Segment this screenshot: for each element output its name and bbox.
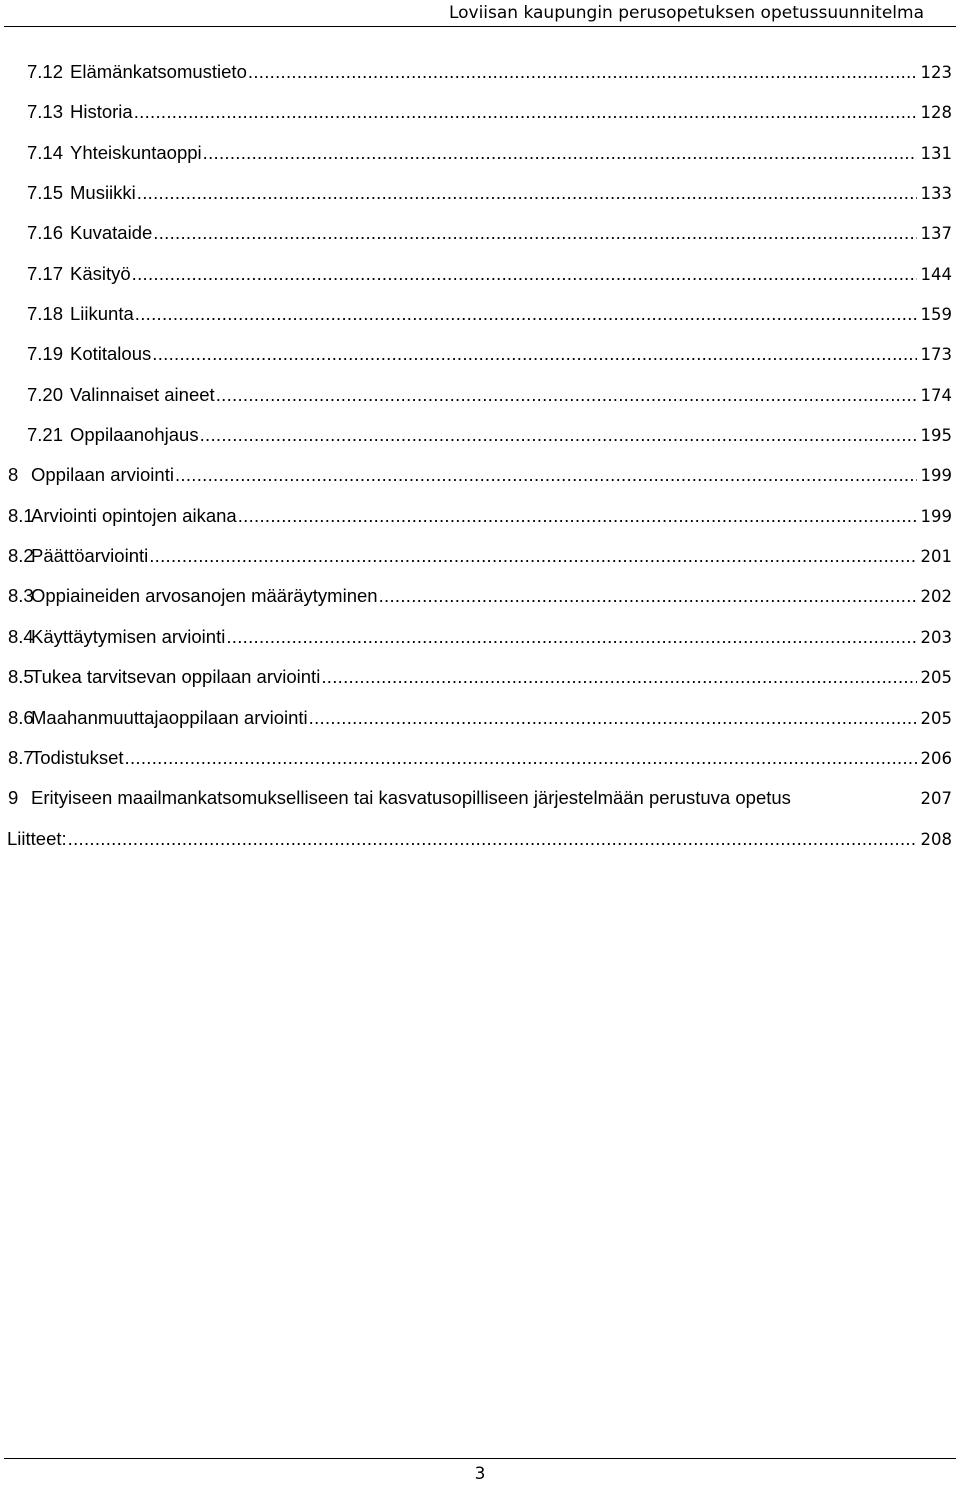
toc-entry-title: Valinnaiset aineet (70, 383, 215, 405)
toc-entry-title: Oppilaanohjaus (70, 424, 199, 446)
footer-divider (4, 1458, 956, 1459)
toc-entry-title: Maahanmuuttajaoppilaan arviointi (31, 706, 308, 728)
toc-entry-number: 7.16 (27, 222, 64, 244)
toc-entry-number: 8 (8, 464, 19, 486)
toc-entry-label (8, 787, 791, 809)
toc-entry-number: 7.21 (27, 424, 64, 446)
toc-entry-page: 128 (920, 103, 952, 123)
toc-entry-title: Musiikki (70, 182, 136, 204)
toc-dot-leader (200, 424, 917, 446)
toc-entry-title: Käsityö (70, 262, 131, 284)
toc-entry[interactable] (0, 464, 960, 504)
toc-entry-label (27, 222, 152, 244)
toc-entry-page: 159 (920, 305, 952, 325)
toc-entry-page: 199 (920, 466, 952, 486)
toc-dot-leader (203, 142, 917, 164)
toc-entry-label (8, 666, 320, 688)
page-number: 3 (474, 1464, 486, 1484)
toc-entry[interactable] (0, 142, 960, 182)
toc-entry-label (27, 142, 202, 164)
toc-entry-label (27, 61, 247, 83)
toc-entry[interactable] (0, 303, 960, 343)
toc-entry-label (27, 101, 133, 123)
toc-entry[interactable] (0, 263, 960, 303)
toc-entry-page: 131 (920, 143, 952, 163)
toc-entry-title: Arviointi opintojen aikana (31, 504, 237, 526)
toc-entry[interactable] (0, 343, 960, 383)
toc-entry-number: 8.3 (8, 585, 34, 607)
toc-entry-page: 133 (920, 184, 952, 204)
toc-entry-number: 8.5 (8, 666, 34, 688)
toc-entry-label (8, 505, 237, 527)
toc-dot-leader (216, 384, 917, 406)
toc-dot-leader (134, 101, 917, 123)
toc-entry-label (8, 464, 174, 486)
toc-entry-page: 123 (920, 63, 952, 82)
toc-entry-title: Tukea tarvitsevan oppilaan arviointi (31, 666, 321, 688)
toc-entry[interactable] (0, 707, 960, 747)
toc-entry-label (8, 545, 148, 567)
toc-entry-page: 195 (920, 426, 952, 446)
toc-dot-leader (321, 666, 916, 688)
toc-dot-leader (152, 343, 916, 365)
toc-dot-leader (135, 303, 917, 325)
toc-entry-title: Käyttäytymisen arviointi (31, 625, 226, 647)
toc-entry-number: 8.6 (8, 706, 34, 728)
toc-entry-page: 206 (920, 748, 952, 768)
table-of-contents (0, 61, 960, 868)
toc-entry-page: 208 (920, 829, 952, 849)
toc-dot-leader (175, 464, 917, 486)
toc-entry-number: 7.20 (27, 383, 64, 405)
toc-entry-label (8, 707, 308, 729)
toc-entry-label (27, 263, 131, 285)
toc-dot-leader (238, 505, 917, 527)
toc-entry-number: 8.1 (8, 504, 34, 526)
toc-entry-label (27, 343, 151, 365)
toc-entry-label (7, 828, 67, 850)
toc-entry-title: Oppilaan arviointi (31, 464, 174, 486)
toc-dot-leader (153, 222, 916, 244)
toc-entry-title: Kuvataide (70, 222, 153, 244)
toc-entry-page: 207 (920, 789, 952, 809)
toc-entry[interactable] (0, 626, 960, 666)
toc-entry-number: 8.2 (8, 545, 34, 567)
toc-entry-title: Erityiseen maailmankatsomukselliseen tai kasvatusopilliseen järjestelmään perustuva opetus (31, 787, 791, 809)
toc-entry-number: 7.15 (27, 182, 64, 204)
toc-entry-title: Yhteiskuntaoppi (70, 141, 202, 163)
toc-entry-number: 7.14 (27, 141, 64, 163)
toc-entry-title: Kotitalous (70, 343, 152, 365)
toc-entry-page: 205 (920, 668, 952, 688)
header-divider (4, 26, 956, 27)
toc-entry-label (8, 747, 124, 769)
toc-dot-leader (309, 707, 917, 729)
toc-entry-label (27, 384, 215, 406)
toc-entry-page: 137 (920, 224, 952, 244)
toc-entry-number: 7.12 (27, 61, 64, 82)
toc-entry[interactable] (0, 182, 960, 222)
toc-entry[interactable] (0, 222, 960, 262)
toc-dot-leader (379, 585, 917, 607)
toc-entry-number: 7.13 (27, 101, 64, 123)
toc-entry-title: Päättöarviointi (31, 545, 149, 567)
page-footer (0, 1458, 960, 1485)
toc-entry-number: 8.4 (8, 625, 34, 647)
toc-entry-page: 174 (920, 385, 952, 405)
toc-entry-title: Liitteet: (7, 827, 67, 849)
toc-entry-number: 9 (8, 787, 19, 809)
toc-entry[interactable] (0, 828, 960, 868)
toc-entry[interactable] (0, 585, 960, 625)
toc-entry-page: 201 (920, 547, 952, 567)
toc-dot-leader (137, 182, 917, 204)
toc-entry[interactable] (0, 787, 960, 827)
toc-dot-leader (125, 747, 917, 769)
toc-entry-page: 199 (920, 506, 952, 526)
toc-entry-label (27, 182, 136, 204)
toc-dot-leader (248, 61, 917, 83)
toc-entry-label (8, 626, 225, 648)
toc-entry-page: 202 (920, 587, 952, 607)
toc-dot-leader (132, 263, 917, 285)
toc-entry[interactable] (0, 61, 960, 101)
toc-entry[interactable] (0, 101, 960, 141)
toc-entry[interactable] (0, 505, 960, 545)
toc-dot-leader (149, 545, 916, 567)
toc-entry-title: Elämänkatsomustieto (70, 61, 247, 82)
toc-entry[interactable] (0, 384, 960, 424)
toc-entry-page: 144 (920, 264, 952, 284)
toc-entry[interactable] (0, 545, 960, 585)
document-title: Loviisan kaupungin perusopetuksen opetussuunnitelma (448, 3, 924, 23)
toc-dot-leader (226, 626, 916, 648)
toc-entry-number: 8.7 (8, 746, 34, 768)
toc-entry-number: 7.19 (27, 343, 64, 365)
toc-entry-number: 7.18 (27, 303, 64, 325)
toc-entry-label (27, 424, 199, 446)
toc-entry-number: 7.17 (27, 262, 64, 284)
toc-entry-title: Todistukset (31, 746, 124, 768)
page-header (0, 0, 960, 28)
toc-entry-title: Historia (70, 101, 133, 123)
toc-entry-page: 203 (920, 627, 952, 647)
toc-entry-title: Liikunta (70, 303, 134, 325)
toc-entry[interactable] (0, 424, 960, 464)
toc-entry-title: Oppiaineiden arvosanojen määräytyminen (31, 585, 378, 607)
toc-dot-leader (68, 828, 917, 850)
toc-entry[interactable] (0, 666, 960, 706)
toc-entry-label (27, 303, 134, 325)
toc-entry-page: 205 (920, 708, 952, 728)
toc-entry-page: 173 (920, 345, 952, 365)
toc-entry[interactable] (0, 747, 960, 787)
toc-entry-label (8, 585, 378, 607)
